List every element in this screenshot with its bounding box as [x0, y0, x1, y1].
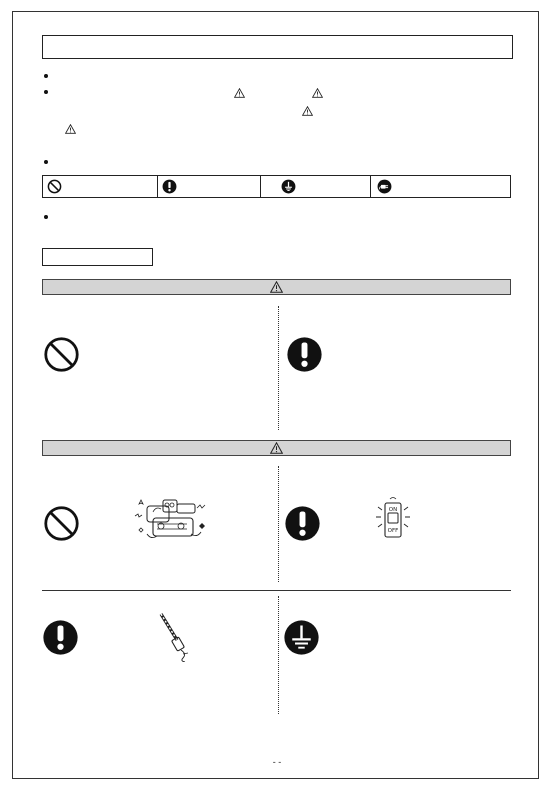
page-frame: [12, 11, 539, 779]
page-number: - -: [272, 757, 282, 767]
unplug-icon: [377, 179, 392, 194]
caution-triangle-icon: [270, 281, 283, 293]
warning-bar: [42, 279, 511, 295]
caution-triangle-icon: [65, 124, 76, 134]
symbol-legend: [42, 175, 511, 198]
prohibition-icon: [47, 179, 62, 194]
caution-triangle-icon: [234, 88, 245, 98]
power-switch-illustration: [372, 497, 414, 543]
mandatory-action-icon: [286, 336, 323, 373]
section-heading-box: [42, 248, 153, 266]
power-cord-illustration: [155, 610, 195, 662]
bullet-4: [44, 215, 48, 219]
row-separator: [42, 590, 511, 591]
prohibition-icon: [43, 505, 80, 542]
column-divider: [278, 306, 279, 430]
legend-cell-mandatory: [158, 176, 261, 197]
mandatory-action-icon: [162, 179, 177, 194]
column-divider: [278, 596, 279, 714]
column-divider: [278, 466, 279, 582]
legend-cell-prohibition: [43, 176, 158, 197]
grounding-icon: [283, 619, 320, 656]
legend-cell-unplug: [371, 176, 510, 197]
caution-bar: [42, 440, 511, 456]
page-title-box: [42, 35, 513, 59]
grounding-icon: [281, 179, 296, 194]
mandatory-action-icon: [284, 505, 321, 542]
overloaded-outlet-illustration: [133, 496, 213, 542]
switch-off-label: OFF: [387, 528, 399, 534]
caution-triangle-icon: [302, 106, 313, 116]
bullet-1: [44, 74, 48, 78]
caution-triangle-icon: [312, 88, 323, 98]
switch-on-label: ON: [388, 507, 398, 513]
bullet-2: [44, 90, 48, 94]
bullet-3: [44, 160, 48, 164]
legend-cell-grounding: [261, 176, 371, 197]
prohibition-icon: [43, 336, 80, 373]
mandatory-action-icon: [42, 619, 79, 656]
caution-triangle-icon: [270, 442, 283, 454]
